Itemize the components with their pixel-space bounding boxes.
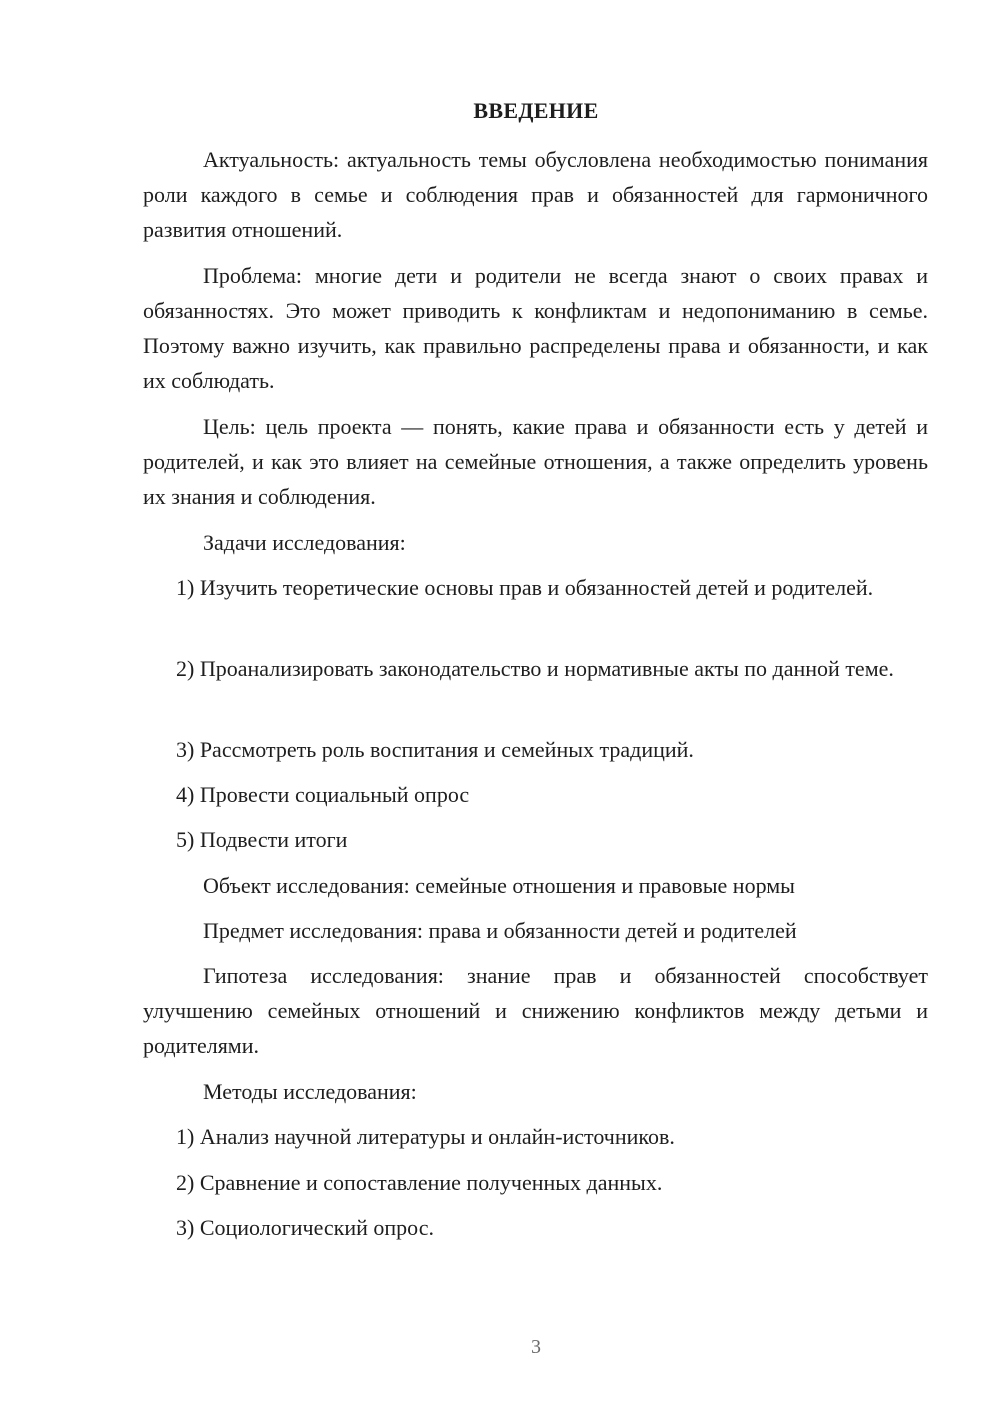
methods-title: Методы исследования: [203, 1079, 417, 1104]
research-subject: Предмет исследования: права и обязанности детей и родителей [203, 918, 797, 943]
paragraph-relevance: Актуальность: актуальность темы обусловлена необходимостью понимания роли каждого в семье и соблюдения прав и обязанностей для гармоничного развития отношений. [143, 147, 928, 242]
method-item-3: 3) Социологический опрос. [176, 1215, 434, 1240]
task-item-2: 2) Проанализировать законодательство и нормативные акты по данной теме. [176, 656, 894, 681]
task-item-1: 1) Изучить теоретические основы прав и обязанностей детей и родителей. [176, 575, 874, 600]
task-item-4: 4) Провести социальный опрос [176, 782, 470, 807]
research-object: Объект исследования: семейные отношения и правовые нормы [203, 873, 795, 898]
method-item-1: 1) Анализ научной литературы и онлайн-источников. [176, 1124, 675, 1149]
tasks-title: Задачи исследования: [203, 530, 406, 555]
page-number: 3 [531, 1336, 541, 1358]
research-hypothesis: Гипотеза исследования: знание прав и обязанностей способствует улучшению семейных отношений и снижению конфликтов между детьми и родителями. [143, 963, 928, 1058]
section-heading: ВВЕДЕНИЕ [473, 98, 599, 123]
paragraph-goal: Цель: цель проекта — понять, какие права и обязанности есть у детей и родителей, и как это влияет на семейные отношения, а также определить уровень их знания и соблюдения. [143, 414, 928, 509]
method-item-2: 2) Сравнение и сопоставление полученных данных. [176, 1170, 663, 1195]
paragraph-problem: Проблема: многие дети и родители не всегда знают о своих правах и обязанностях. Это может приводить к конфликтам и недопониманию в семье. Поэтому важно изучить, как правильно распределены права и обязанности, и как их соблюдать. [143, 263, 928, 393]
task-item-5: 5) Подвести итоги [176, 827, 348, 852]
task-item-3: 3) Рассмотреть роль воспитания и семейных традиций. [176, 737, 694, 762]
